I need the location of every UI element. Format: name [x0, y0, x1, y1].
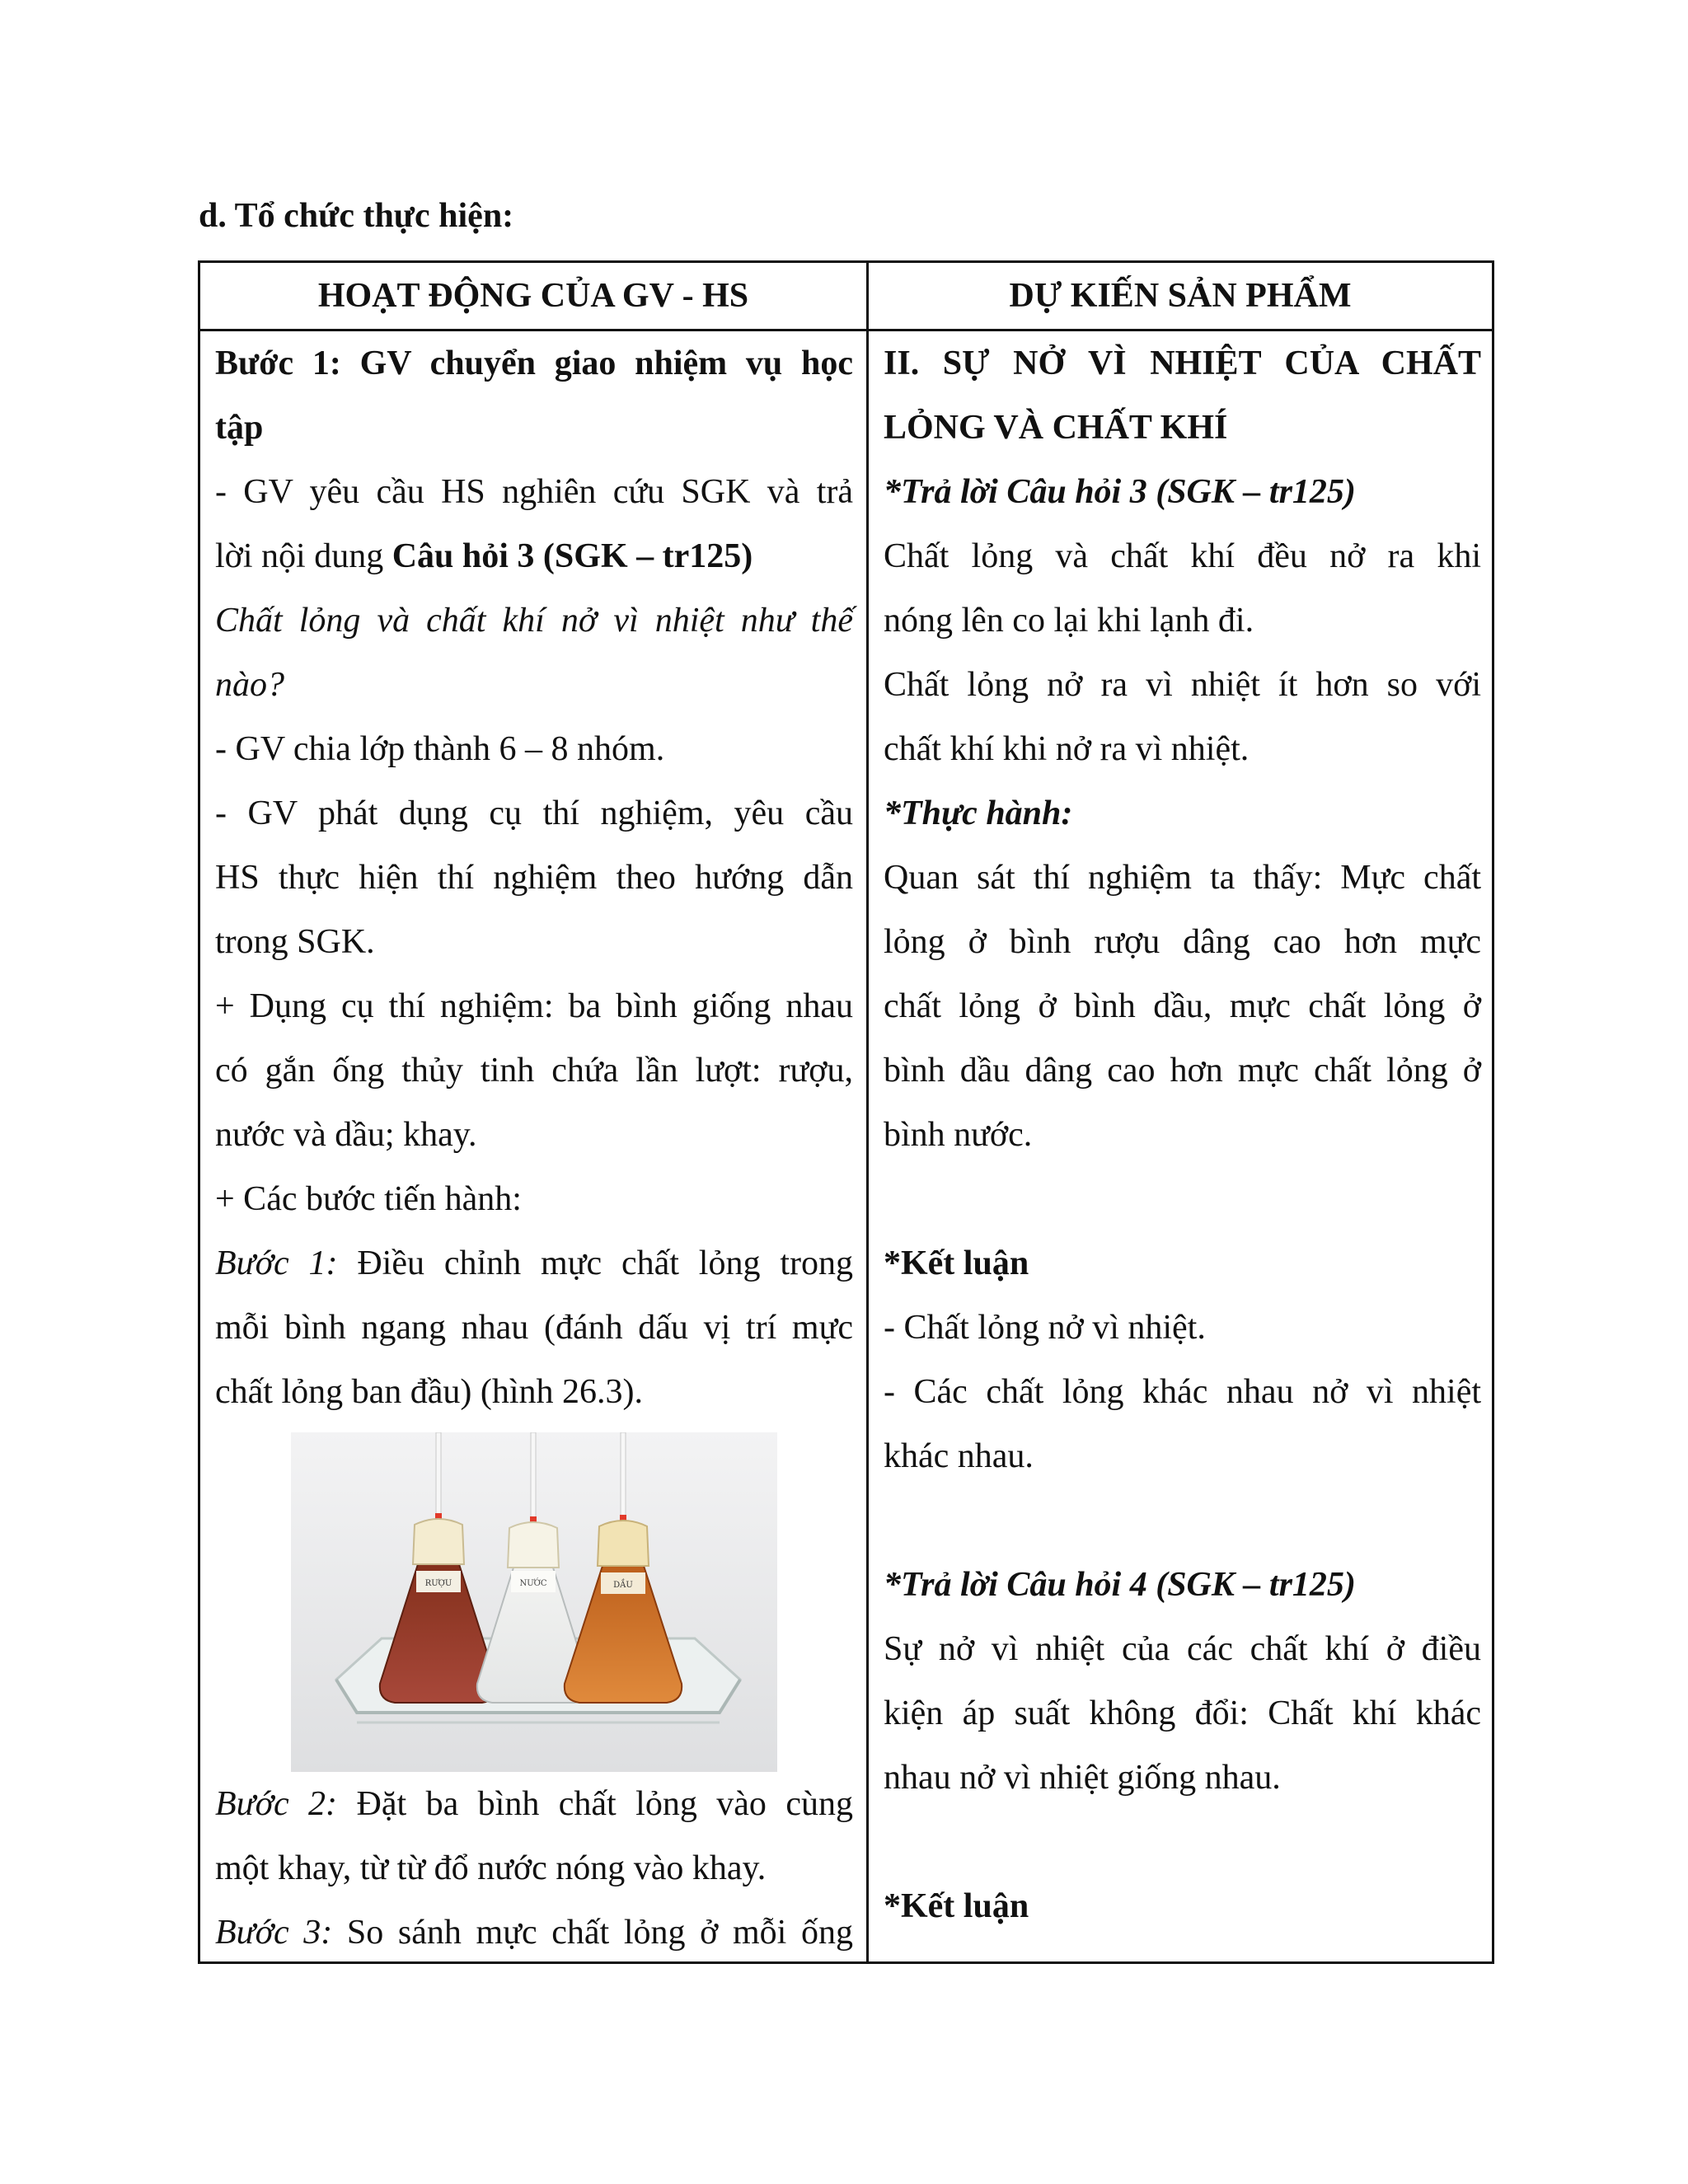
product-column — [884, 331, 1481, 1938]
section-title: II. SỰ NỞ VÌ NHIỆT CỦA CHẤT — [884, 344, 1481, 382]
observation-line-4: bình dầu dâng cao hơn mực chất lỏng ở — [884, 1052, 1481, 1090]
step-3-label: Bước 3: — [215, 1914, 333, 1952]
step-2-line — [215, 1772, 853, 1836]
answer-4-line-2: kiện áp suất không đổi: Chất khí khác — [884, 1694, 1481, 1732]
answer-3-title: *Trả lời Câu hỏi 3 (SGK – tr125) — [884, 473, 1356, 511]
step-2-label: Bước 2: — [215, 1785, 338, 1823]
conclusion-line-2: - Các chất lỏng khác nhau nở vì nhiệt — [884, 1373, 1481, 1411]
question-text: Chất lỏng và chất khí nở vì nhiệt như thế — [215, 602, 853, 640]
group-instruction: - GV chia lớp thành 6 – 8 nhóm. — [215, 730, 665, 768]
flasks-illustration — [291, 1432, 777, 1772]
step-3-text: So sánh mực chất lỏng ở mỗi ống — [332, 1914, 853, 1952]
step-1-line-3: chất lỏng ban đầu) (hình 26.3). — [215, 1373, 644, 1411]
header-teacher-student-activity: HOẠT ĐỘNG CỦA GV - HS — [317, 277, 749, 315]
handout-line-3: trong SGK. — [215, 923, 375, 961]
answer-3-line: Chất lỏng và chất khí đều nở ra khi — [884, 537, 1481, 575]
conclusion-title: *Kết luận — [884, 1244, 1029, 1282]
observation-line-3: chất lỏng ở bình dầu, mực chất lỏng ở — [884, 987, 1481, 1025]
observation-line-2: lỏng ở bình rượu dâng cao hơn mực — [884, 923, 1481, 961]
activity-column — [215, 331, 853, 1965]
step-3-line — [215, 1900, 853, 1965]
step1-title: Bước 1: GV chuyển giao nhiệm vụ học — [215, 344, 853, 382]
header-expected-product: DỰ KIẾN SẢN PHẨM — [1009, 277, 1352, 315]
section-title-cont: LỎNG VÀ CHẤT KHÍ — [884, 409, 1228, 447]
handout-line: - GV phát dụng cụ thí nghiệm, yêu cầu — [215, 794, 853, 832]
step-1-text: Điều chỉnh mực chất lỏng trong — [337, 1244, 853, 1282]
answer-3-line-2: nóng lên co lại khi lạnh đi. — [884, 602, 1254, 640]
observation-line-5: bình nước. — [884, 1116, 1033, 1154]
answer-4-line: Sự nở vì nhiệt của các chất khí ở điều — [884, 1630, 1481, 1668]
activity-table — [198, 260, 1494, 1964]
tools-line-3: nước và dầu; khay. — [215, 1116, 477, 1154]
answer-4-title: *Trả lời Câu hỏi 4 (SGK – tr125) — [884, 1566, 1356, 1604]
section-heading: d. Tổ chức thực hiện: — [199, 197, 514, 235]
requirement-line: - GV yêu cầu HS nghiên cứu SGK và trả — [215, 473, 853, 511]
conclusion-line-3: khác nhau. — [884, 1437, 1034, 1475]
experiment-figure — [291, 1432, 777, 1772]
flask-label-oil: DẦU — [613, 1581, 633, 1590]
step-1-line — [215, 1231, 853, 1296]
answer-3-line-3: Chất lỏng nở ra vì nhiệt ít hơn so với — [884, 666, 1481, 704]
tools-line: + Dụng cụ thí nghiệm: ba bình giống nhau — [215, 987, 853, 1025]
conclusion-title-2: *Kết luận — [884, 1887, 1029, 1925]
step1-title-cont: tập — [215, 409, 264, 447]
requirement-text: lời nội dung — [215, 537, 392, 575]
question-text-cont: nào? — [215, 666, 284, 704]
answer-4-line-3: nhau nở vì nhiệt giống nhau. — [884, 1759, 1281, 1797]
handout-line-2: HS thực hiện thí nghiệm theo hướng dẫn — [215, 859, 853, 897]
practice-title: *Thực hành: — [884, 794, 1073, 832]
step-1-label: Bước 1: — [215, 1244, 338, 1282]
tools-line-2: có gắn ống thủy tinh chứa lần lượt: rượu, — [215, 1052, 853, 1090]
observation-line: Quan sát thí nghiệm ta thấy: Mực chất — [884, 859, 1481, 897]
conclusion-line: - Chất lỏng nở vì nhiệt. — [884, 1309, 1206, 1347]
flask-label-wine: RƯỢU — [424, 1579, 452, 1588]
requirement-line-2 — [215, 524, 853, 588]
steps-heading: + Các bước tiến hành: — [215, 1180, 522, 1218]
step-2-text: Đặt ba bình chất lỏng vào cùng — [337, 1785, 853, 1823]
question-ref: Câu hỏi 3 (SGK – tr125) — [392, 537, 753, 575]
column-divider — [866, 263, 869, 1961]
answer-3-line-4: chất khí khi nở ra vì nhiệt. — [884, 730, 1250, 768]
step-1-line-2: mỗi bình ngang nhau (đánh dấu vị trí mực — [215, 1309, 853, 1347]
step-2-line-2: một khay, từ từ đổ nước nóng vào khay. — [215, 1849, 767, 1887]
flask-label-water: NƯỚC — [519, 1579, 547, 1588]
